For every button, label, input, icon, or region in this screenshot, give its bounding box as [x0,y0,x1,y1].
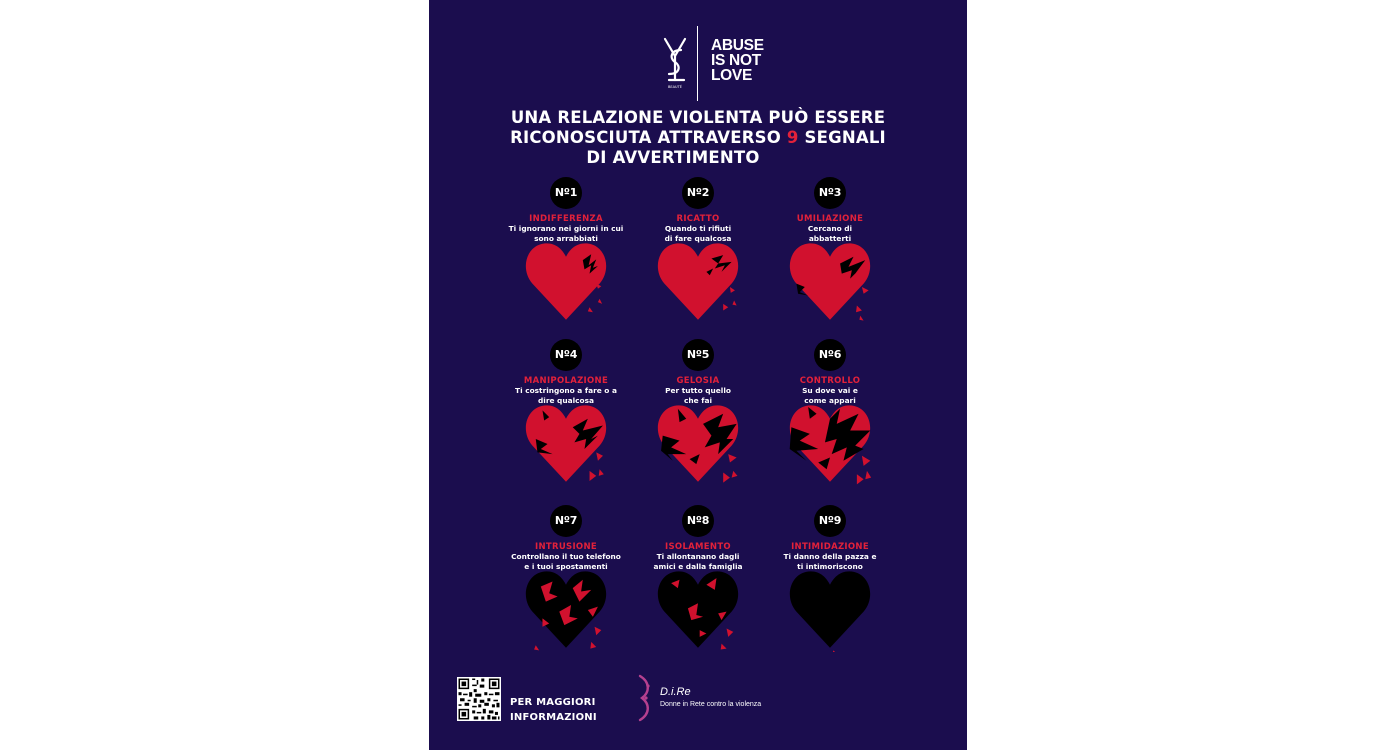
ysl-sub-label: BEAUTÉ [668,85,682,89]
broken-heart-icon [656,402,740,486]
campaign-line-1: ABUSE [711,37,764,54]
sign-number-badge: Nº6 [814,339,846,371]
campaign-line-2: IS NOT [711,52,761,69]
ysl-logo-icon [659,36,691,90]
campaign-wordmark [711,38,764,83]
sign-number-badge: Nº2 [682,177,714,209]
headline-line-2-b: SEGNALI [798,128,886,147]
sign-title: CONTROLLO [799,376,861,386]
sign-title: INDIFFERENZA [529,214,603,224]
sign-title: ISOLAMENTO [665,542,731,552]
sign-number-badge: Nº9 [814,505,846,537]
sign-number-badge: Nº3 [814,177,846,209]
sign-title: GELOSIA [676,376,720,386]
dire-logo-icon [634,672,656,724]
sign-description: Ti allontanano dagli amici e dalla famiglia [653,552,743,571]
headline-number: 9 [786,128,799,147]
sign-number-badge: Nº7 [550,505,582,537]
qr-code-icon[interactable] [457,677,501,721]
broken-heart-icon [788,568,872,652]
broken-heart-icon [788,240,872,324]
partner-tagline: Donne in Rete contro la violenza [660,701,762,708]
sign-description: Controllano il tuo telefono e i tuoi spostamenti [511,552,621,571]
sign-description: Ti danno della pazza e ti intimoriscono [783,552,877,571]
sign-number-badge: Nº1 [550,177,582,209]
sign-title: MANIPOLAZIONE [523,376,609,386]
broken-heart-icon [656,240,740,324]
sign-number-badge: Nº8 [682,505,714,537]
broken-heart-icon [524,240,608,324]
sign-title: INTRUSIONE [535,542,597,552]
qr-caption-line-1: PER MAGGIORI [510,697,596,708]
sign-number-badge: Nº5 [682,339,714,371]
poster [429,0,967,750]
broken-heart-icon [656,568,740,652]
sign-description: Ti costringono a fare o a dire qualcosa [515,386,617,405]
sign-title: INTIMIDAZIONE [791,542,869,552]
sign-description: Ti ignorano nei giorni in cui sono arrabbiati [508,224,624,243]
sign-controllo [745,339,915,405]
sign-description: Cercano di abbatterti [807,224,853,243]
sign-description: Quando ti rifiuti di fare qualcosa [664,224,732,243]
sign-number-badge: Nº4 [550,339,582,371]
sign-intimidazione [745,505,915,571]
qr-caption [510,695,597,725]
broken-heart-icon [524,568,608,652]
header-divider [697,26,698,101]
headline-line-2 [429,128,967,148]
qr-caption-line-2: INFORMAZIONI [510,712,597,723]
broken-heart-icon [788,402,872,486]
headline-line-2-a: RICONOSCIUTA ATTRAVERSO [510,128,787,147]
headline-line-1: UNA RELAZIONE VIOLENTA PUÒ ESSERE [510,108,886,127]
sign-description: Su dove vai e come appari [802,386,858,405]
broken-heart-icon [524,402,608,486]
sign-title: UMILIAZIONE [796,214,864,224]
headline-line-3: DI AVVERTIMENTO [586,148,760,167]
sign-title: RICATTO [676,214,720,224]
campaign-line-3: LOVE [711,67,753,84]
sign-description: Per tutto quello che fai [665,386,731,405]
headline [429,108,967,168]
partner-name: D.i.Re [660,686,691,698]
sign-umiliazione [745,177,915,243]
